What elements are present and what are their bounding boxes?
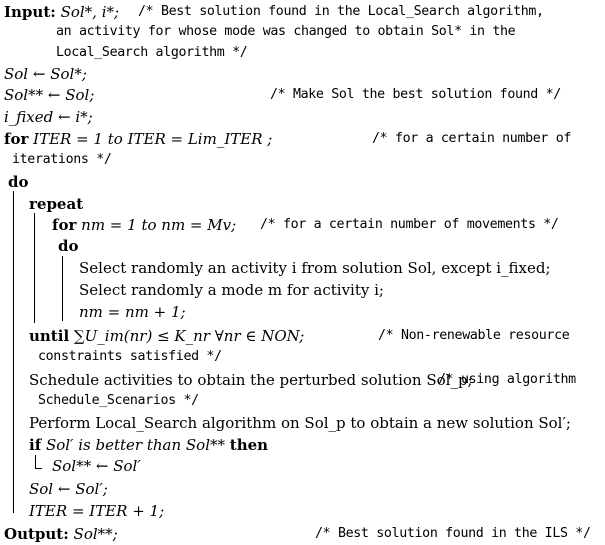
output-comment: /* Best solution found in the ILS */	[315, 526, 591, 541]
assign-best-sol: Sol** ← Sol;	[4, 86, 95, 104]
assign-best-from-new: Sol** ← Sol′	[52, 457, 141, 475]
if-condition: Sol′ is better than Sol**	[45, 436, 225, 454]
repeat-block-bar	[34, 213, 35, 323]
input-keyword: Input:	[4, 3, 56, 21]
select-mode: Select randomly a mode m for activity i;	[79, 281, 384, 299]
inner-block-bar	[62, 256, 63, 321]
repeat-keyword: repeat	[29, 195, 84, 213]
for-iter-comment-1: /* for a certain number of	[372, 131, 572, 146]
increment-iter: ITER = ITER + 1;	[29, 502, 165, 520]
for-iter-condition: ITER = 1 to ITER = Lim_ITER ;	[33, 130, 273, 148]
input-comment-3: Local_Search algorithm */	[56, 45, 248, 60]
for-keyword: for	[4, 130, 29, 148]
for-nm-condition: nm = 1 to nm = Mv;	[81, 216, 237, 234]
assign-sol-new: Sol ← Sol′;	[29, 480, 108, 498]
increment-nm: nm = nm + 1;	[79, 303, 186, 321]
until-line	[29, 327, 304, 345]
if-block-foot	[35, 468, 42, 469]
if-line	[29, 436, 268, 454]
then-keyword: then	[229, 436, 269, 454]
for-nm-line	[52, 216, 236, 234]
if-block-bar	[35, 455, 36, 469]
input-line	[4, 3, 119, 21]
input-comment-1: /* Best solution found in the Local_Search algorithm,	[138, 4, 544, 19]
output-vars: Sol**;	[73, 525, 118, 543]
output-line	[4, 525, 118, 543]
select-activity: Select randomly an activity i from solution Sol, except i_fixed;	[79, 259, 551, 277]
schedule-comment-2: Schedule_Scenarios */	[38, 393, 199, 408]
until-comment-2: constraints satisfied */	[38, 349, 222, 364]
output-keyword: Output:	[4, 525, 69, 543]
schedule-comment-1: /* using algorithm	[438, 372, 576, 387]
assign-best-sol-comment: /* Make Sol the best solution found */	[270, 87, 561, 102]
assign-sol: Sol ← Sol*;	[4, 65, 87, 83]
until-comment-1: /* Non-renewable resource	[378, 328, 570, 343]
until-condition: ∑U_im(nr) ≤ K_nr ∀nr ∈ NON;	[73, 327, 305, 345]
input-vars: Sol*, i*;	[60, 3, 120, 21]
assign-i-fixed: i_fixed ← i*;	[4, 108, 93, 126]
input-comment-2: an activity for whose mode was changed to obtain Sol* in the	[56, 24, 516, 39]
outer-block-bar	[13, 191, 14, 513]
do-keyword-outer: do	[8, 173, 29, 191]
schedule-activities: Schedule activities to obtain the perturbed solution Sol_p;	[29, 371, 473, 389]
until-keyword: until	[29, 327, 70, 345]
if-keyword: if	[29, 436, 42, 454]
do-keyword-inner: do	[58, 237, 79, 255]
for-nm-comment: /* for a certain number of movements */	[260, 217, 559, 232]
perform-local-search: Perform Local_Search algorithm on Sol_p to obtain a new solution Sol′;	[29, 414, 571, 432]
for-iter-comment-2: iterations */	[12, 152, 112, 167]
for-nm-keyword: for	[52, 216, 77, 234]
for-iter-line	[4, 130, 272, 148]
